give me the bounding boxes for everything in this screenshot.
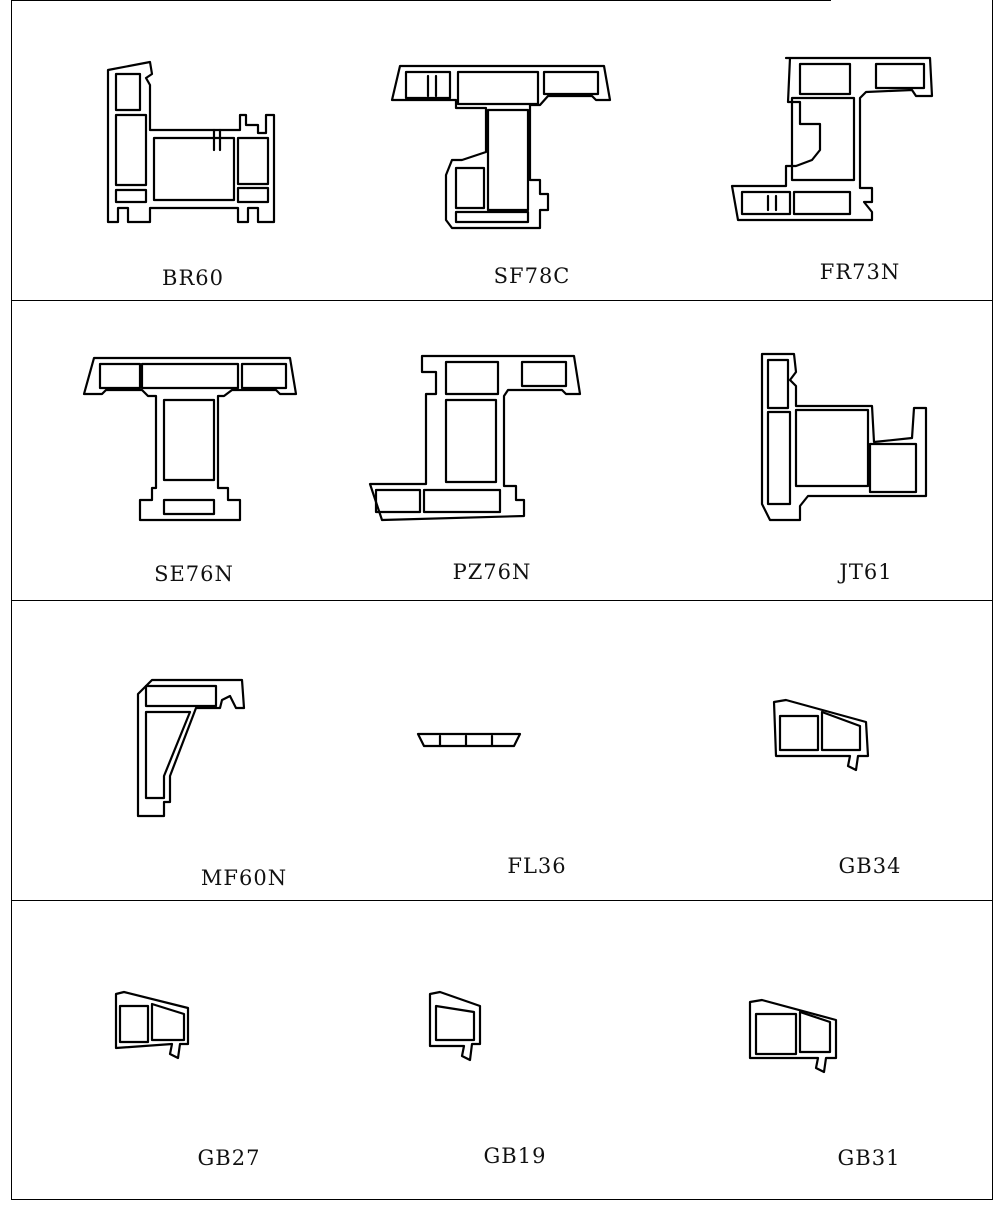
profile-label-jt61: JT61: [839, 560, 893, 584]
gb19-outline: [430, 992, 480, 1060]
profile-label-pz76n: PZ76N: [452, 560, 532, 584]
gb27-outline: [116, 992, 188, 1058]
profile-label-mf60n: MF60N: [200, 866, 288, 890]
gb31-outline: [750, 1000, 836, 1072]
profile-label-fl36: FL36: [507, 854, 567, 878]
profile-label-br60: BR60: [162, 266, 224, 290]
profile-label-fr73n: FR73N: [819, 260, 901, 284]
profile-label-gb19: GB19: [483, 1144, 547, 1168]
profile-label-gb34: GB34: [838, 854, 902, 878]
profile-label-se76n: SE76N: [154, 562, 234, 586]
profile-label-gb27: GB27: [197, 1146, 261, 1170]
profile-label-sf78c: SF78C: [493, 264, 571, 288]
profile-label-gb31: GB31: [837, 1146, 901, 1170]
